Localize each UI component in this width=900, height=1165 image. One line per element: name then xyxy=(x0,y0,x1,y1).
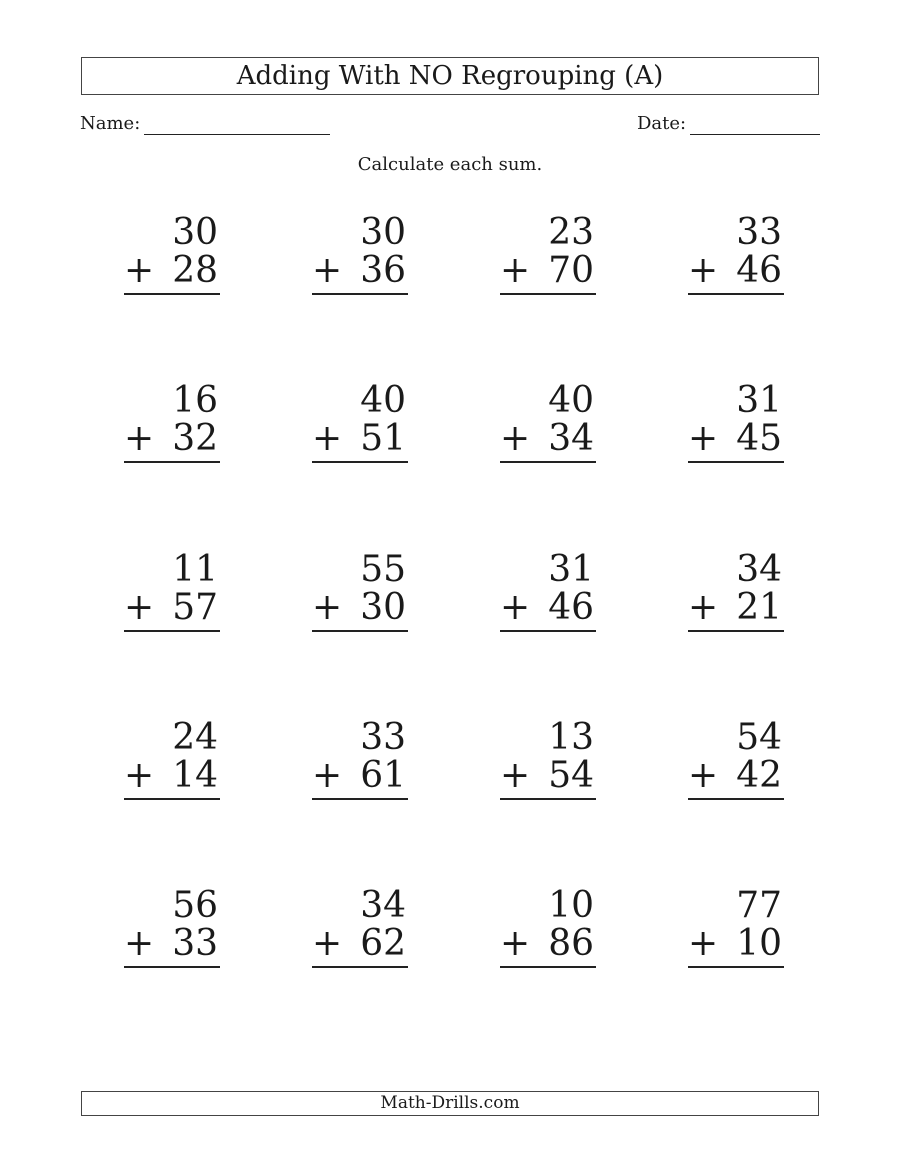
plus-sign: + xyxy=(312,250,343,291)
addend-bottom: 33 xyxy=(172,923,218,964)
problem-1 xyxy=(124,212,220,301)
addend-bottom: 51 xyxy=(360,418,406,459)
answer-line xyxy=(688,461,784,463)
problem-5 xyxy=(124,380,220,469)
plus-sign: + xyxy=(312,755,343,796)
addend-bottom: 42 xyxy=(736,755,782,796)
addend-top: 23 xyxy=(548,212,594,253)
addend-bottom: 61 xyxy=(360,755,406,796)
addend-bottom: 45 xyxy=(736,418,782,459)
problem-17 xyxy=(124,885,220,974)
plus-sign: + xyxy=(124,923,155,964)
answer-line xyxy=(312,461,408,463)
plus-sign: + xyxy=(500,250,531,291)
addend-top: 33 xyxy=(736,212,782,253)
answer-line xyxy=(124,798,220,800)
plus-sign: + xyxy=(688,250,719,291)
addend-bottom: 54 xyxy=(548,755,594,796)
addend-bottom: 36 xyxy=(360,250,406,291)
plus-sign: + xyxy=(312,587,343,628)
addend-top: 34 xyxy=(360,885,406,926)
addend-bottom: 57 xyxy=(172,587,218,628)
problem-18 xyxy=(312,885,408,974)
addend-top: 13 xyxy=(548,717,594,758)
addend-top: 16 xyxy=(172,380,218,421)
addend-top: 24 xyxy=(172,717,218,758)
plus-sign: + xyxy=(500,418,531,459)
problem-19 xyxy=(500,885,596,974)
date-label: Date: xyxy=(637,113,687,134)
addend-top: 30 xyxy=(172,212,218,253)
name-field-line[interactable] xyxy=(144,134,330,135)
plus-sign: + xyxy=(124,587,155,628)
addend-top: 77 xyxy=(736,885,782,926)
addend-bottom: 21 xyxy=(736,587,782,628)
problem-13 xyxy=(124,717,220,806)
plus-sign: + xyxy=(312,418,343,459)
problem-10 xyxy=(312,549,408,638)
problem-11 xyxy=(500,549,596,638)
date-field-line[interactable] xyxy=(690,134,820,135)
problem-2 xyxy=(312,212,408,301)
answer-line xyxy=(500,630,596,632)
plus-sign: + xyxy=(312,923,343,964)
plus-sign: + xyxy=(500,755,531,796)
answer-line xyxy=(688,966,784,968)
addend-top: 11 xyxy=(172,549,218,590)
addend-bottom: 46 xyxy=(736,250,782,291)
addend-top: 31 xyxy=(548,549,594,590)
addend-bottom: 14 xyxy=(172,755,218,796)
plus-sign: + xyxy=(124,418,155,459)
instructions: Calculate each sum. xyxy=(357,154,543,175)
addend-top: 56 xyxy=(172,885,218,926)
answer-line xyxy=(124,293,220,295)
answer-line xyxy=(124,461,220,463)
addend-bottom: 46 xyxy=(548,587,594,628)
answer-line xyxy=(312,630,408,632)
plus-sign: + xyxy=(688,923,719,964)
problem-14 xyxy=(312,717,408,806)
answer-line xyxy=(500,966,596,968)
addend-top: 40 xyxy=(360,380,406,421)
answer-line xyxy=(124,630,220,632)
plus-sign: + xyxy=(500,923,531,964)
worksheet-title: Adding With NO Regrouping (A) xyxy=(81,57,819,95)
addend-bottom: 30 xyxy=(360,587,406,628)
addend-top: 54 xyxy=(736,717,782,758)
answer-line xyxy=(312,966,408,968)
answer-line xyxy=(312,798,408,800)
addend-bottom: 62 xyxy=(360,923,406,964)
problem-15 xyxy=(500,717,596,806)
addend-top: 31 xyxy=(736,380,782,421)
addend-bottom: 86 xyxy=(548,923,594,964)
answer-line xyxy=(312,293,408,295)
plus-sign: + xyxy=(124,250,155,291)
plus-sign: + xyxy=(124,755,155,796)
addend-bottom: 32 xyxy=(172,418,218,459)
answer-line xyxy=(500,798,596,800)
answer-line xyxy=(688,630,784,632)
problem-12 xyxy=(688,549,784,638)
footer-source: Math-Drills.com xyxy=(81,1091,819,1116)
problem-16 xyxy=(688,717,784,806)
addend-top: 55 xyxy=(360,549,406,590)
plus-sign: + xyxy=(500,587,531,628)
answer-line xyxy=(688,293,784,295)
problem-20 xyxy=(688,885,784,974)
addend-bottom: 34 xyxy=(548,418,594,459)
addend-top: 34 xyxy=(736,549,782,590)
answer-line xyxy=(500,293,596,295)
problem-6 xyxy=(312,380,408,469)
addend-bottom: 28 xyxy=(172,250,218,291)
answer-line xyxy=(500,461,596,463)
plus-sign: + xyxy=(688,755,719,796)
problem-8 xyxy=(688,380,784,469)
problem-4 xyxy=(688,212,784,301)
plus-sign: + xyxy=(688,418,719,459)
plus-sign: + xyxy=(688,587,719,628)
addend-top: 30 xyxy=(360,212,406,253)
answer-line xyxy=(124,966,220,968)
addend-top: 33 xyxy=(360,717,406,758)
problem-9 xyxy=(124,549,220,638)
answer-line xyxy=(688,798,784,800)
addend-top: 40 xyxy=(548,380,594,421)
problem-3 xyxy=(500,212,596,301)
problem-7 xyxy=(500,380,596,469)
addend-top: 10 xyxy=(548,885,594,926)
addend-bottom: 70 xyxy=(548,250,594,291)
name-label: Name: xyxy=(80,113,141,134)
addend-bottom: 10 xyxy=(736,923,782,964)
